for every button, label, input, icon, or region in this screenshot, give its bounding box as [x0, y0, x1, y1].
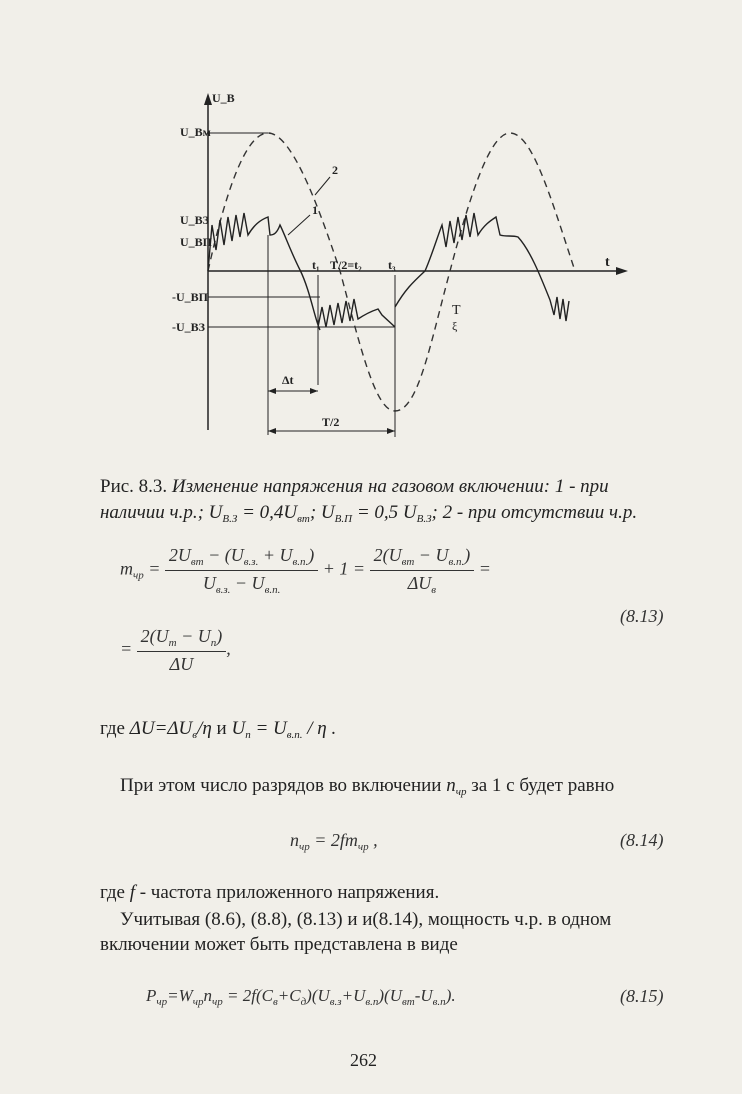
voltage-waveform-diagram — [150, 85, 650, 455]
paragraph-1: При этом число разрядов во включении $n_{чр}$ за 1 с будет равно — [120, 775, 615, 798]
curve-1-leader — [288, 215, 310, 235]
where-clause-2: где f - частота приложенного напряжения. — [100, 882, 440, 903]
equation-8-14: $n_{чр} = 2fm_{чр}$ , — [290, 830, 378, 853]
curve-2-leader — [315, 177, 330, 195]
label-t-half: T/2 — [322, 415, 340, 429]
equation-8-15: $P_{чр}=W_{чр}n_{чр} = 2f(C_в+C_д)(U_{в.з}+U_{в.п})(U_{вт}-U_{в.п})$. — [146, 986, 456, 1008]
paragraph-2-line2: включении может быть представлена в виде — [100, 934, 458, 955]
label-t-half-t2: T/2=t₂ — [330, 258, 362, 272]
label-neg-u-vz: -U_ВЗ — [172, 320, 205, 334]
where-clause-1: где $\Delta U=\Delta U_в/\eta$ и $U_n = U_{в.п.} / \eta$ . — [100, 718, 337, 741]
label-u-vz: U_ВЗ — [180, 213, 210, 227]
curve-1-second — [395, 213, 569, 321]
label-t-axis: t — [605, 255, 610, 270]
label-t3: t₃ — [388, 258, 396, 272]
equation-number-8-14: (8.14) — [620, 830, 664, 850]
equation-8-13-line1: $m_{чр}$ = $\frac{2U_{вт} - (U_{в.з.} + U_{в.п.})}{U_{в.з.} - U_{в.п.}}$ + 1 = $\frac{2(U_{вт} - U_{в.п.})}{\Delta U_в}$ = — [120, 545, 491, 596]
caption-sub1: В.З — [222, 513, 238, 525]
caption-mid1: = 0,4U — [237, 502, 298, 523]
caption-mid4: ; 2 - при отсутствии ч.р. — [431, 502, 638, 523]
curve-1-negative — [318, 299, 395, 327]
label-t1: t₁ — [312, 258, 320, 272]
paragraph-2-line1: Учитывая (8.6), (8.8), (8.13) и и(8.14), мощность ч.р. в одном — [120, 909, 612, 930]
paragraph-2 — [100, 907, 700, 957]
label-t-right-sub: ξ — [452, 319, 458, 333]
page-number: 262 — [350, 1050, 377, 1070]
label-t-right: T — [452, 303, 461, 318]
caption-mid3: = 0,5 U — [352, 502, 417, 523]
caption-line2: наличии ч.р.; U — [100, 502, 223, 523]
caption-mid2: ; U — [309, 502, 335, 523]
figure-8-3 — [150, 85, 650, 455]
equation-number-8-13: (8.13) — [620, 606, 664, 626]
label-neg-u-vp: -U_ВП — [172, 290, 208, 304]
eq-8-13-fraction-2: $\frac{2(U_{вт} - U_{в.п.})}{\Delta U_в}$ — [370, 545, 475, 596]
equation-8-13-line2: = $\frac{2(U_m - U_n)}{\Delta U}$ , — [120, 626, 231, 674]
label-y-axis: U_В — [212, 91, 235, 105]
label-u-vp: U_ВП — [180, 235, 213, 249]
figure-caption — [100, 474, 700, 532]
eq-8-13-fraction-3: $\frac{2(U_m - U_n)}{\Delta U}$ — [137, 626, 227, 675]
caption-sub4: В.З — [416, 513, 432, 525]
label-curve-1: 1 — [312, 203, 318, 217]
caption-sub2: вт — [297, 513, 310, 525]
label-delta-t: Δt — [282, 373, 294, 387]
caption-sub3: В.П — [334, 513, 353, 525]
t-axis-arrow — [616, 267, 628, 275]
caption-prefix: Рис. 8.3. — [100, 476, 172, 497]
eq-8-13-fraction-1: $\frac{2U_{вт} - (U_{в.з.} + U_{в.п.})}{U_{в.з.} - U_{в.п.}}$ — [165, 545, 318, 596]
y-axis-arrow — [204, 93, 212, 105]
equation-number-8-15: (8.15) — [620, 986, 664, 1006]
label-u-vm: U_Вм — [180, 125, 211, 139]
label-curve-2: 2 — [332, 163, 338, 177]
caption-line1: Изменение напряжения на газовом включении: 1 - при — [171, 476, 609, 497]
